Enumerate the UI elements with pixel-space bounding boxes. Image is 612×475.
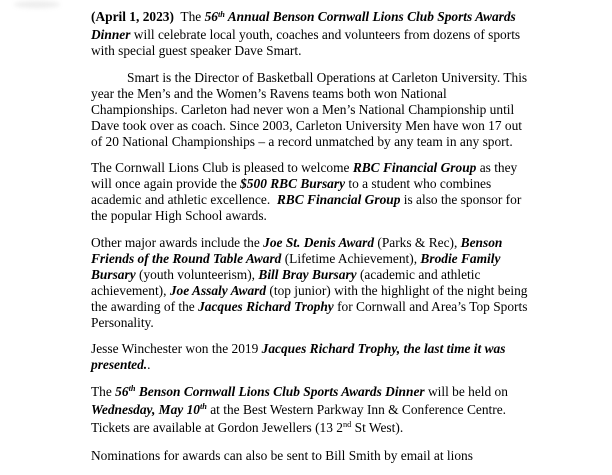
text-run: The: [173, 9, 205, 24]
text-run: Dinner: [91, 27, 131, 42]
text-line: [91, 299, 561, 315]
superscript-text: nd: [343, 420, 352, 430]
text-line: [91, 448, 561, 464]
text-run: Benson Cornwall Lions Club Sports Awards Dinner: [135, 383, 425, 399]
text-line: [91, 341, 561, 357]
text-run: Jesse Winchester won the 2019: [91, 341, 262, 356]
text-run: Friends of the Round Table Award: [91, 250, 282, 266]
text-line: [91, 134, 561, 150]
text-run: academic and athletic excellence.: [91, 192, 277, 207]
paragraph-smart-bio: [91, 70, 561, 150]
paragraph-event-details: [91, 384, 561, 438]
text-run: achievement),: [91, 282, 170, 298]
text-run: (April 1, 2023): [91, 9, 174, 24]
text-line: [91, 192, 561, 208]
text-run: Tickets are available at Gordon Jewellers (13 2: [91, 419, 343, 435]
text-run: Wednesday, May 10: [91, 401, 200, 417]
text-run: year the Men’s and the Women’s Ravens teams both won National: [91, 85, 447, 101]
text-run: Joe St. Denis Award: [263, 234, 375, 250]
superscript-text: th: [217, 9, 225, 19]
text-run: RBC Financial Group: [276, 192, 401, 207]
text-run: (top junior) with the highlight of the night being: [266, 282, 528, 298]
text-run: Smart is the Director of Basketball Operations at Carleton University. This: [127, 69, 528, 85]
text-line: [91, 420, 561, 438]
text-line: [91, 315, 561, 331]
text-run: for Cornwall and Area’s Top Sports: [333, 298, 528, 314]
text-line: [91, 402, 561, 420]
text-run: will once again provide the: [91, 176, 241, 191]
superscript-text: th: [199, 402, 207, 412]
text-run: RBC Financial Group: [352, 160, 477, 175]
text-run: Nominations for awards can also be sent to Bill Smith by email at lions: [91, 448, 473, 463]
text-run: The Cornwall Lions Club is pleased to welcome: [91, 160, 353, 175]
document-text: [91, 9, 561, 475]
text-line: [91, 267, 561, 283]
text-run: 56: [204, 9, 218, 24]
text-run: will celebrate local youth, coaches and volunteers from dozens of sports: [130, 27, 521, 42]
text-run: Jacques Richard Trophy: [198, 298, 334, 314]
paragraph-major-awards: [91, 235, 561, 331]
text-line: [91, 357, 561, 373]
text-run: will be held on: [424, 383, 508, 399]
paragraph-nominations-clipped: [91, 448, 561, 464]
text-run: Bill Bray Bursary: [258, 266, 357, 282]
scan-smudge-artifact: [14, 1, 60, 8]
text-run: Bursary: [91, 266, 136, 282]
text-line: [91, 70, 561, 86]
text-run: Benson: [460, 234, 503, 250]
text-run: (youth volunteerism),: [135, 266, 259, 282]
text-line: [91, 9, 561, 27]
text-run: as they: [476, 160, 518, 175]
text-run: St West).: [351, 419, 404, 435]
text-run: Dave took over as coach. Since 2003, Carleton University Men have won 17 out: [91, 117, 522, 133]
text-run: (academic and athletic: [356, 266, 481, 282]
text-run: $500 RBC Bursary: [240, 176, 346, 191]
text-run: .: [147, 357, 151, 372]
text-line: [91, 27, 561, 43]
text-run: the awarding of the: [91, 298, 199, 314]
text-run: at the Best Western Parkway Inn & Conference Centre.: [206, 401, 507, 417]
text-line: [91, 43, 561, 59]
text-run: to a student who combines: [345, 176, 492, 191]
text-run: Brodie Family: [420, 250, 501, 266]
text-run: 56: [115, 383, 129, 399]
text-run: presented.: [91, 357, 148, 372]
paragraph-announcement: [91, 9, 561, 59]
text-run: Other major awards include the: [91, 234, 264, 250]
text-run: Joe Assaly Award: [169, 282, 267, 298]
text-run: Personality.: [91, 314, 154, 330]
text-line: [91, 102, 561, 118]
text-run: The: [91, 383, 116, 399]
text-line: [91, 86, 561, 102]
text-line: [91, 384, 561, 402]
text-line: [91, 160, 561, 176]
text-run: (Lifetime Achievement),: [281, 250, 421, 266]
text-line: [91, 208, 561, 224]
text-run: (Parks & Rec),: [374, 234, 461, 250]
text-line: [91, 251, 561, 267]
text-run: is also the sponsor for: [400, 192, 522, 207]
text-run: Championships. Carleton had never won a Men’s National Championship until: [91, 101, 515, 117]
paragraph-2019-winner: [91, 341, 561, 373]
text-run: with special guest speaker Dave Smart.: [91, 43, 302, 58]
text-run: of 20 National Championships – a record unmatched by any team in any sport.: [91, 133, 513, 149]
text-run: Annual Benson Cornwall Lions Club Sports Awards: [224, 9, 516, 24]
paragraph-rbc-sponsor: [91, 160, 561, 224]
text-line: [91, 283, 561, 299]
text-line: [91, 118, 561, 134]
text-run: the popular High School awards.: [91, 208, 267, 223]
text-run: Jacques Richard Trophy, the last time it was: [261, 341, 506, 356]
text-line: [91, 176, 561, 192]
superscript-text: th: [128, 384, 136, 394]
text-line: [91, 235, 561, 251]
